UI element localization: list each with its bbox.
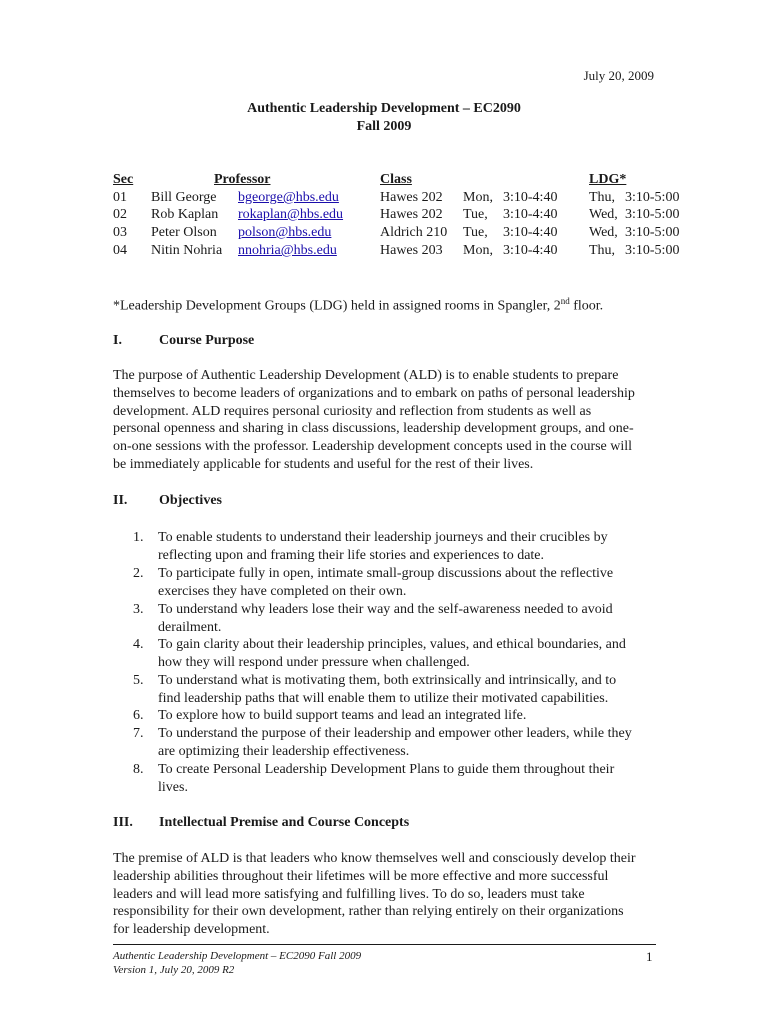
row-professor: Rob Kaplan bbox=[151, 207, 219, 222]
row-ldg-day: Thu, bbox=[589, 190, 616, 205]
row-time: 3:10-4:40 bbox=[503, 190, 558, 205]
paragraph-line: leaders and will lead more satisfying and fulfilling lives. To do so, leaders must take bbox=[113, 886, 585, 902]
paragraph-line: be immediately applicable for students and useful for the rest of their lives. bbox=[113, 456, 534, 472]
row-ldg-day: Wed, bbox=[589, 207, 618, 222]
title-line-1: Authentic Leadership Development – EC2090 bbox=[247, 101, 521, 116]
row-day: Tue, bbox=[463, 225, 488, 240]
row-time: 3:10-4:40 bbox=[503, 243, 558, 258]
professor-email-link[interactable]: nnohria@hbs.edu bbox=[238, 243, 337, 258]
row-ldg-time: 3:10-5:00 bbox=[625, 225, 680, 240]
row-day: Tue, bbox=[463, 207, 488, 222]
section-number: II. bbox=[113, 493, 128, 508]
footer-divider bbox=[113, 944, 656, 945]
objective-number: 6. bbox=[133, 708, 144, 723]
objective-line: are optimizing their leadership effectiveness. bbox=[158, 743, 410, 759]
objective-number: 3. bbox=[133, 602, 144, 617]
objective-line: To create Personal Leadership Development Plans to guide them throughout their bbox=[158, 762, 615, 777]
row-sec: 04 bbox=[113, 243, 127, 258]
row-sec: 03 bbox=[113, 225, 127, 240]
row-sec: 01 bbox=[113, 190, 127, 205]
objective-number: 7. bbox=[133, 726, 144, 741]
row-room: Hawes 202 bbox=[380, 190, 443, 205]
objective-line: To understand the purpose of their leadership and empower other leaders, while they bbox=[158, 726, 632, 741]
section-heading-objectives bbox=[113, 493, 222, 509]
paragraph-line: themselves to become leaders of organizations and to embark on paths of personal leadership bbox=[113, 385, 635, 401]
paragraph-line: on-one sessions with the professor. Leadership development concepts used in the course will bbox=[113, 439, 633, 455]
row-ldg-time: 3:10-5:00 bbox=[625, 207, 680, 222]
col-header-class: Class bbox=[380, 172, 412, 187]
purpose-paragraph bbox=[113, 367, 678, 474]
objective-line: reflecting upon and framing their life stories and experiences to date. bbox=[158, 547, 545, 563]
footer-version-line: Version 1, July 20, 2009 R2 bbox=[113, 964, 235, 976]
footer-course-line: Authentic Leadership Development – EC2090 Fall 2009 bbox=[113, 950, 362, 962]
objective-line: find leadership paths that will enable them to utilize their motivated capabilities. bbox=[158, 690, 609, 706]
objective-item bbox=[133, 707, 673, 725]
paragraph-line: The premise of ALD is that leaders who know themselves well and consciously develop their bbox=[113, 851, 636, 866]
document-title bbox=[0, 100, 768, 136]
row-time: 3:10-4:40 bbox=[503, 225, 558, 240]
row-professor: Bill George bbox=[151, 190, 217, 205]
objective-number: 5. bbox=[133, 673, 144, 688]
objective-line: To enable students to understand their leadership journeys and their crucibles by bbox=[158, 530, 608, 545]
professor-email-link[interactable]: bgeorge@hbs.edu bbox=[238, 190, 339, 205]
row-day: Mon, bbox=[463, 190, 493, 205]
paragraph-line: leadership abilities throughout their lifetimes will be more effective and more successful bbox=[113, 868, 609, 884]
objective-line: To understand what is motivating them, both extrinsically and intrinsically, and to bbox=[158, 673, 617, 688]
page-number: 1 bbox=[646, 949, 653, 964]
objective-number: 8. bbox=[133, 762, 144, 777]
row-professor: Peter Olson bbox=[151, 225, 217, 240]
title-line-2: Fall 2009 bbox=[356, 119, 412, 134]
row-ldg-time: 3:10-5:00 bbox=[625, 243, 680, 258]
premise-paragraph bbox=[113, 850, 678, 939]
objective-line: To gain clarity about their leadership principles, values, and ethical boundaries, and bbox=[158, 637, 626, 652]
row-room: Hawes 203 bbox=[380, 243, 443, 258]
ldg-footnote bbox=[113, 296, 603, 315]
objective-line: how they will respond under pressure when challenged. bbox=[158, 654, 470, 670]
section-number: III. bbox=[113, 815, 133, 830]
objective-item bbox=[133, 529, 673, 565]
objective-item bbox=[133, 601, 673, 637]
row-ldg-day: Wed, bbox=[589, 225, 618, 240]
section-number: I. bbox=[113, 333, 122, 348]
document-date: July 20, 2009 bbox=[583, 68, 654, 83]
paragraph-line: responsibility for their own development, rather than relying entirely on their organizations bbox=[113, 904, 624, 920]
paragraph-line: development. ALD requires personal curiosity and reflection from students as well as bbox=[113, 403, 592, 419]
row-room: Hawes 202 bbox=[380, 207, 443, 222]
footnote-superscript: nd bbox=[560, 296, 570, 306]
section-heading-course-purpose bbox=[113, 333, 254, 349]
section-title: Course Purpose bbox=[159, 333, 255, 348]
row-room: Aldrich 210 bbox=[380, 225, 448, 240]
row-ldg-time: 3:10-5:00 bbox=[625, 190, 680, 205]
paragraph-line: for leadership development. bbox=[113, 922, 270, 938]
objective-line: exercises they have completed on their own. bbox=[158, 583, 407, 599]
objective-line: To participate fully in open, intimate small-group discussions about the reflective bbox=[158, 566, 614, 581]
objective-item bbox=[133, 761, 673, 797]
footnote-tail: floor. bbox=[569, 298, 604, 314]
paragraph-line: personal openness and sharing in class discussions, leadership development groups, and one- bbox=[113, 421, 634, 437]
objective-line: lives. bbox=[158, 779, 188, 795]
section-heading-intellectual-premise bbox=[113, 815, 409, 831]
col-header-professor: Professor bbox=[214, 172, 271, 187]
objective-line: To explore how to build support teams and lead an integrated life. bbox=[158, 708, 527, 723]
objective-line: derailment. bbox=[158, 619, 222, 635]
professor-email-link[interactable]: rokaplan@hbs.edu bbox=[238, 207, 344, 222]
row-time: 3:10-4:40 bbox=[503, 207, 558, 222]
objective-item bbox=[133, 725, 673, 761]
professor-email-link[interactable]: polson@hbs.edu bbox=[238, 225, 332, 240]
objective-line: To understand why leaders lose their way and the self-awareness needed to avoid bbox=[158, 602, 613, 617]
col-header-ldg: LDG* bbox=[589, 172, 627, 187]
objective-number: 4. bbox=[133, 637, 144, 652]
footnote-text: *Leadership Development Groups (LDG) held in assigned rooms in Spangler, 2 bbox=[113, 298, 561, 314]
paragraph-line: The purpose of Authentic Leadership Development (ALD) is to enable students to prepare bbox=[113, 368, 619, 383]
row-sec: 02 bbox=[113, 207, 127, 222]
section-title: Intellectual Premise and Course Concepts bbox=[159, 815, 410, 830]
row-professor: Nitin Nohria bbox=[151, 243, 223, 258]
row-day: Mon, bbox=[463, 243, 493, 258]
objective-item bbox=[133, 565, 673, 601]
row-ldg-day: Thu, bbox=[589, 243, 616, 258]
objective-number: 1. bbox=[133, 530, 144, 545]
section-title: Objectives bbox=[159, 493, 222, 508]
objective-item bbox=[133, 672, 673, 708]
col-header-sec: Sec bbox=[113, 172, 134, 187]
objective-number: 2. bbox=[133, 566, 144, 581]
objective-item bbox=[133, 636, 673, 672]
